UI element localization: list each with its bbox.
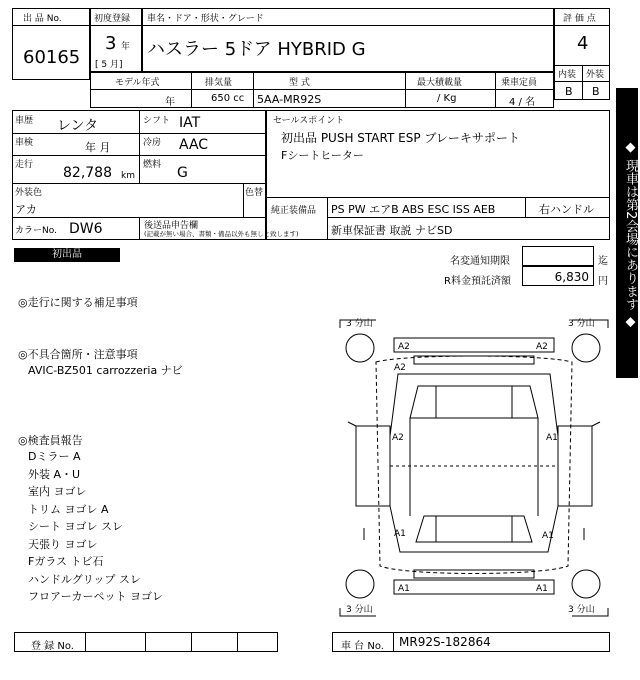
- equipment-label: 純正装備品: [271, 206, 317, 216]
- defects-label: ◎不具合箇所・注意事項: [18, 348, 138, 361]
- recycle-field: [522, 266, 594, 286]
- inspector-item: Fガラス トビ石: [28, 555, 104, 568]
- color-change-label: 色替: [245, 188, 264, 198]
- car-name: ハスラー 5ドア HYBRID G: [147, 39, 366, 60]
- reg-no-label: 登 録 No.: [31, 641, 74, 652]
- exterior-grade: B: [592, 85, 600, 98]
- recycle-amount: 6,830: [554, 270, 589, 284]
- mark-hood: A2: [394, 363, 406, 373]
- first-reg-box: [90, 8, 142, 72]
- sales-point-line1: 初出品 PUSH START ESP ブレーキサポート: [281, 131, 520, 145]
- inspector-item: 室内 ヨゴレ: [28, 485, 87, 498]
- rating-value: 4: [577, 33, 589, 54]
- first-listing-banner: 初出品: [14, 248, 120, 262]
- name-change-unit: 迄: [598, 256, 608, 267]
- inspector-item: Dミラー A: [28, 450, 81, 463]
- capacity-label: 乗車定員: [501, 78, 538, 88]
- tire-label-tl: 3 分山: [346, 319, 373, 329]
- displacement-label: 排気量: [205, 78, 233, 88]
- registration-label: 後送品申告欄: [144, 221, 199, 231]
- damage-diagram: [336, 316, 612, 620]
- exterior-color-value: アカ: [15, 203, 37, 216]
- steering-value: 右ハンドル: [539, 203, 594, 216]
- tire-label-tr: 3 分山: [568, 319, 595, 329]
- mark-rear-right: A1: [536, 584, 548, 594]
- car-name-label: 車名・ドア・形状・グレード: [147, 14, 264, 24]
- color-no-label: カラーNo.: [15, 226, 57, 236]
- lot-number: 60165: [23, 47, 81, 68]
- fuel-value: G: [177, 165, 188, 181]
- shift-label: シフト: [143, 116, 171, 126]
- mark-front-right: A2: [536, 342, 548, 352]
- mark-left-side: A2: [392, 433, 404, 443]
- interior-grade: B: [565, 85, 573, 98]
- first-reg-label: 初度登録: [94, 14, 131, 24]
- inspection-label: 車検: [15, 138, 34, 148]
- inspector-list: [28, 448, 163, 606]
- inspector-item: トリム ヨゴレ A: [28, 502, 109, 516]
- inspector-label: ◎検査員報告: [18, 434, 83, 447]
- spec-row-box: [90, 72, 554, 108]
- mark-left-rear: A1: [394, 529, 406, 539]
- max-load-value: / Kg: [437, 93, 457, 104]
- rating-label: 評 価 点: [563, 14, 596, 24]
- model-year-unit: 年: [165, 97, 175, 108]
- max-load-label: 最大積載量: [417, 78, 463, 88]
- first-reg-year: 3: [105, 33, 117, 54]
- mark-front-left: A2: [398, 342, 410, 352]
- recycle-label: R料金預託済額: [444, 276, 511, 287]
- exterior-label: 外装: [586, 70, 605, 80]
- cooling-value: AAC: [179, 137, 209, 153]
- history-value: レンタ: [57, 118, 99, 134]
- sales-box: [266, 110, 610, 240]
- mileage-value: 82,788: [63, 165, 112, 181]
- chassis-label: 車 台 No.: [341, 641, 384, 652]
- exterior-color-label: 外装色: [15, 188, 43, 198]
- inspector-item: ハンドルグリップ スレ: [28, 572, 141, 586]
- capacity-value: 4 / 名: [509, 97, 536, 108]
- warranty-value: 新車保証書 取説 ナビSD: [331, 224, 453, 237]
- cooling-label: 冷房: [143, 138, 162, 148]
- sales-point-label: セールスポイント: [273, 116, 345, 126]
- lot-box: [12, 8, 90, 80]
- rating-box: [554, 8, 610, 100]
- history-label: 車歴: [15, 116, 34, 126]
- mileage-label: 走行: [15, 160, 34, 170]
- venue-note: ◆ 現車は第2会場にあります ◆: [616, 88, 638, 378]
- color-no-value: DW6: [69, 221, 103, 237]
- inspector-item: 外装 A・U: [28, 467, 81, 481]
- car-name-box: [142, 8, 554, 72]
- recycle-unit: 円: [598, 276, 608, 287]
- name-change-label: 名変通知期限: [450, 256, 510, 267]
- name-change-field: [522, 246, 594, 266]
- inspector-item: 天張り ヨゴレ: [28, 537, 98, 551]
- model-year-label: モデル年式: [115, 78, 160, 88]
- equipment-value: PS PW エアB ABS ESC ISS AEB: [331, 203, 496, 216]
- inspection-value: 年 月: [85, 141, 111, 154]
- shift-value: IAT: [179, 115, 201, 131]
- defects-value: AVIC-BZ501 carrozzeria ナビ: [28, 364, 183, 377]
- mark-right-side: A1: [546, 433, 558, 443]
- type-value: 5AA-MR92S: [257, 93, 322, 106]
- running-label: ◎走行に関する補足事項: [18, 296, 138, 309]
- year-unit: 年: [121, 42, 131, 52]
- first-reg-month: [ 5 月]: [95, 60, 123, 70]
- registration-note: (記載が無い場合、書類・備品以外も無しと致します): [144, 230, 299, 238]
- inspector-item: シート ヨゴレ スレ: [28, 520, 123, 533]
- mileage-unit: km: [121, 171, 135, 181]
- footer-right-box: [332, 632, 610, 652]
- footer-left-box: [14, 632, 278, 652]
- type-label: 型 式: [289, 78, 310, 88]
- fuel-label: 燃料: [143, 160, 162, 170]
- sales-point-line2: Fシートヒーター: [281, 149, 364, 162]
- mark-right-rear: A1: [542, 531, 554, 541]
- lot-label: 出 品 No.: [23, 14, 62, 24]
- mark-rear-bumper: A1: [398, 584, 410, 594]
- displacement-value: 650 cc: [211, 93, 245, 104]
- tire-label-br: 3 分山: [568, 605, 595, 615]
- interior-label: 内装: [558, 70, 577, 80]
- tire-label-bl: 3 分山: [346, 605, 373, 615]
- inspector-item: フロアーカーペット ヨゴレ: [28, 590, 163, 603]
- chassis-number: MR92S-182864: [399, 635, 491, 649]
